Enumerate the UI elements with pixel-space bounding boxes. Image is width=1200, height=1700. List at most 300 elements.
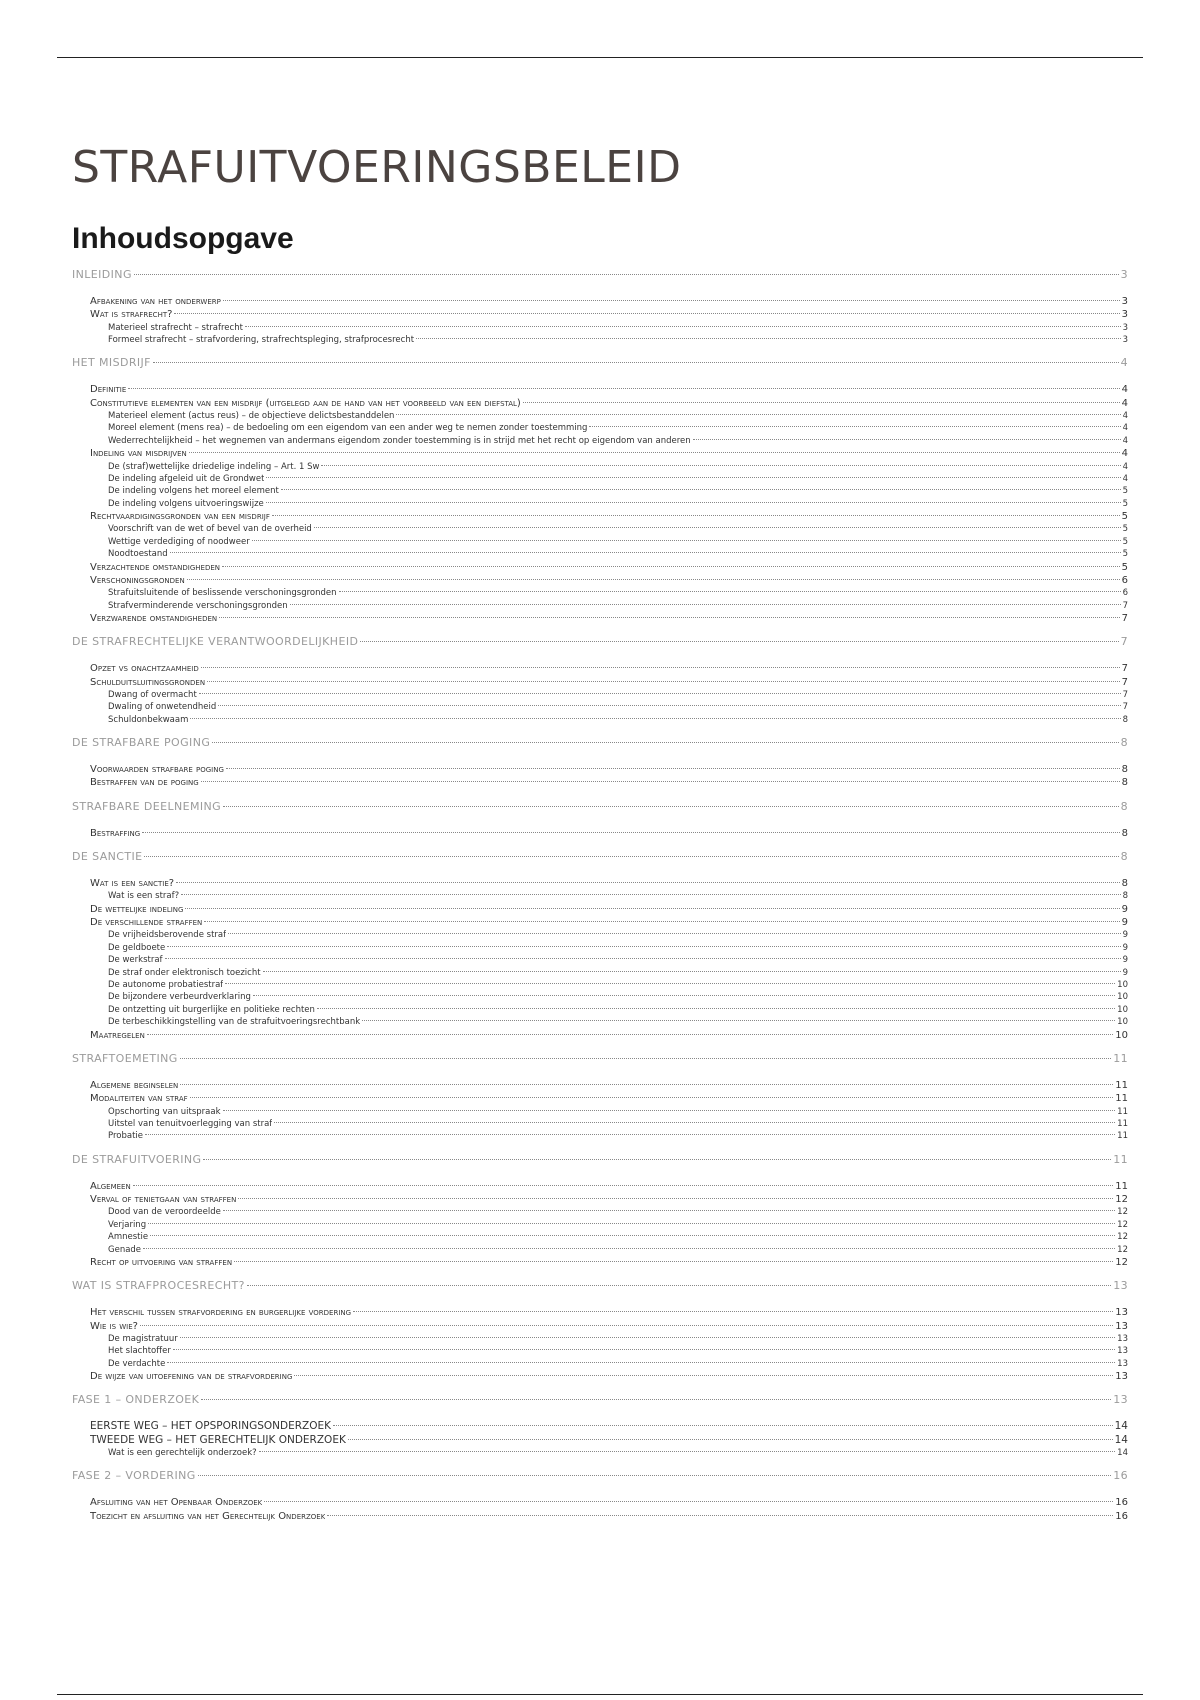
toc-entry-level-3[interactable] bbox=[72, 600, 1128, 612]
toc-entry-label: Genade bbox=[108, 1244, 142, 1255]
dot-leader bbox=[264, 1501, 1113, 1502]
toc-entry-label: Amnestie bbox=[108, 1232, 149, 1243]
dot-leader bbox=[144, 856, 1118, 857]
toc-entry-level-2[interactable] bbox=[72, 561, 1128, 574]
dot-leader bbox=[339, 591, 1121, 592]
toc-entry-page-number: 11 bbox=[1115, 1093, 1128, 1105]
dot-leader bbox=[180, 1058, 1112, 1059]
toc-entry-level-3[interactable] bbox=[72, 1231, 1128, 1243]
dot-leader bbox=[353, 1311, 1113, 1312]
toc-entry-level-2[interactable] bbox=[72, 662, 1128, 675]
toc-entry-level-1[interactable] bbox=[72, 800, 1128, 813]
toc-entry-page-number: 7 bbox=[1122, 600, 1128, 611]
toc-entry-label: Probatie bbox=[108, 1131, 144, 1142]
toc-entry-page-number: 11 bbox=[1115, 1180, 1128, 1192]
toc-entry-page-number: 9 bbox=[1121, 917, 1128, 929]
toc-entry-label: De wijze van uitoefening van de strafvordering bbox=[90, 1371, 293, 1383]
toc-entry-level-2[interactable] bbox=[72, 1092, 1128, 1105]
toc-entry-label: Noodtoestand bbox=[108, 549, 168, 560]
toc-entry-label: DE SANCTIE bbox=[72, 850, 143, 864]
toc-entry-level-2[interactable] bbox=[72, 1420, 1128, 1433]
toc-entry-level-3[interactable] bbox=[72, 954, 1128, 966]
toc-entry-page-number: 5 bbox=[1122, 536, 1128, 547]
toc-entry-label: TWEEDE WEG – HET GERECHTELIJK ONDERZOEK bbox=[90, 1433, 346, 1446]
toc-entry-page-number: 4 bbox=[1122, 411, 1128, 421]
toc-entry-level-3[interactable] bbox=[72, 1358, 1128, 1370]
toc-entry-page-number: 5 bbox=[1122, 498, 1128, 509]
dot-leader bbox=[223, 806, 1119, 807]
dot-leader bbox=[201, 781, 1120, 782]
dot-leader bbox=[238, 1198, 1113, 1199]
toc-entry-level-3[interactable] bbox=[72, 1004, 1128, 1016]
toc-entry-label: De vrijheidsberovende straf bbox=[108, 930, 227, 941]
toc-entry-label: Rechtvaardigingsgronden van een misdrijf bbox=[90, 511, 270, 523]
dot-leader bbox=[294, 1375, 1113, 1376]
toc-entry-level-3[interactable] bbox=[72, 890, 1128, 902]
toc-entry-page-number: 8 bbox=[1120, 850, 1128, 864]
dot-leader bbox=[207, 681, 1120, 682]
dot-leader bbox=[247, 1285, 1111, 1286]
toc-entry-level-2[interactable] bbox=[72, 1029, 1128, 1042]
toc-entry-label: Definitie bbox=[90, 384, 127, 396]
toc-entry-level-3[interactable] bbox=[72, 689, 1128, 701]
toc-entry-label: Opzet vs onachtzaamheid bbox=[90, 663, 199, 675]
dot-leader bbox=[189, 452, 1120, 453]
header-rule bbox=[57, 57, 1143, 58]
dot-leader bbox=[185, 908, 1119, 909]
toc-entry-label: Afbakening van het onderwerp bbox=[90, 296, 221, 307]
toc-entry-level-3[interactable] bbox=[72, 1345, 1128, 1357]
dot-leader bbox=[173, 1349, 1115, 1350]
toc-entry-page-number: 7 bbox=[1121, 676, 1128, 688]
toc-entry-page-number: 11 bbox=[1117, 1131, 1128, 1142]
dot-leader bbox=[266, 502, 1121, 503]
toc-entry-label: De (straf)wettelijke driedelige indeling – Art. 1 Sw bbox=[108, 461, 320, 472]
dot-leader bbox=[134, 274, 1119, 275]
toc-entry-page-number: 3 bbox=[1122, 322, 1128, 333]
toc-entry-label: Indeling van misdrijven bbox=[90, 448, 187, 460]
toc-entry-page-number: 3 bbox=[1120, 268, 1128, 281]
toc-entry-page-number: 12 bbox=[1117, 1232, 1128, 1243]
toc-entry-label: De bijzondere verbeurdverklaring bbox=[108, 992, 251, 1003]
dot-leader bbox=[321, 465, 1120, 466]
table-of-contents bbox=[72, 268, 1128, 1523]
toc-entry-label: Schulduitsluitingsgronden bbox=[90, 676, 206, 688]
toc-entry-level-3[interactable] bbox=[72, 1244, 1128, 1256]
toc-entry-page-number: 4 bbox=[1121, 397, 1128, 409]
toc-entry-level-2[interactable] bbox=[72, 1306, 1128, 1319]
dot-leader bbox=[170, 552, 1121, 553]
toc-entry-page-number: 14 bbox=[1114, 1433, 1128, 1446]
toc-entry-page-number: 11 bbox=[1113, 1152, 1128, 1166]
dot-leader bbox=[167, 946, 1120, 947]
toc-entry-label: DE STRAFUITVOERING bbox=[72, 1152, 202, 1166]
toc-entry-level-2[interactable] bbox=[72, 903, 1128, 916]
toc-entry-label: De indeling afgeleid uit de Grondwet bbox=[108, 473, 265, 484]
toc-entry-level-2[interactable] bbox=[72, 1193, 1128, 1206]
toc-entry-level-3[interactable] bbox=[72, 714, 1128, 726]
dot-leader bbox=[142, 832, 1119, 833]
toc-entry-level-3[interactable] bbox=[72, 701, 1128, 713]
dot-leader bbox=[362, 1020, 1115, 1021]
toc-entry-page-number: 7 bbox=[1121, 663, 1128, 675]
toc-entry-page-number: 4 bbox=[1122, 473, 1128, 484]
toc-entry-level-1[interactable] bbox=[72, 736, 1128, 749]
toc-entry-level-1[interactable] bbox=[72, 850, 1128, 863]
toc-entry-level-3[interactable] bbox=[72, 929, 1128, 941]
toc-entry-page-number: 8 bbox=[1122, 891, 1128, 902]
toc-entry-level-2[interactable] bbox=[72, 1370, 1128, 1383]
toc-entry-page-number: 13 bbox=[1115, 1320, 1128, 1332]
toc-entry-level-3[interactable] bbox=[72, 979, 1128, 991]
toc-entry-label: Dwang of overmacht bbox=[108, 689, 197, 700]
toc-entry-label: HET MISDRIJF bbox=[72, 356, 151, 370]
toc-entry-level-2[interactable] bbox=[72, 1079, 1128, 1092]
dot-leader bbox=[272, 515, 1120, 516]
toc-entry-level-2[interactable] bbox=[72, 612, 1128, 625]
toc-entry-page-number: 9 bbox=[1122, 930, 1128, 941]
dot-leader bbox=[203, 1159, 1111, 1160]
toc-entry-label: Het slachtoffer bbox=[108, 1346, 171, 1357]
toc-entry-page-number: 10 bbox=[1117, 992, 1128, 1003]
toc-entry-page-number: 9 bbox=[1122, 955, 1128, 966]
toc-entry-label: WAT IS STRAFPROCESRECHT? bbox=[72, 1279, 245, 1293]
toc-entry-level-3[interactable] bbox=[72, 991, 1128, 1003]
toc-entry-page-number: 8 bbox=[1120, 736, 1128, 750]
toc-entry-page-number: 9 bbox=[1122, 967, 1128, 978]
toc-entry-level-3[interactable] bbox=[72, 322, 1128, 334]
dot-leader bbox=[219, 617, 1119, 618]
dot-leader bbox=[174, 313, 1119, 314]
toc-entry-page-number: 4 bbox=[1120, 356, 1128, 370]
toc-entry-page-number: 8 bbox=[1120, 799, 1128, 813]
toc-entry-label: Wat is een gerechtelijk onderzoek? bbox=[108, 1447, 257, 1458]
toc-entry-level-2[interactable] bbox=[72, 763, 1128, 776]
dot-leader bbox=[180, 1084, 1113, 1085]
toc-entry-page-number: 10 bbox=[1115, 1029, 1128, 1041]
toc-entry-page-number: 5 bbox=[1122, 524, 1128, 535]
dot-leader bbox=[266, 477, 1120, 478]
dot-leader bbox=[180, 1337, 1115, 1338]
toc-entry-label: Bestraffing bbox=[90, 827, 141, 839]
toc-entry-level-3[interactable] bbox=[72, 498, 1128, 510]
toc-heading: Inhoudsopgave bbox=[72, 222, 294, 255]
toc-entry-label: De werkstraf bbox=[108, 955, 163, 966]
toc-entry-label: Verzachtende omstandigheden bbox=[90, 561, 221, 573]
toc-entry-page-number: 11 bbox=[1115, 1079, 1128, 1091]
toc-entry-level-2[interactable] bbox=[72, 295, 1128, 308]
toc-entry-page-number: 3 bbox=[1122, 335, 1128, 345]
toc-entry-level-3[interactable] bbox=[72, 587, 1128, 599]
toc-entry-level-2[interactable] bbox=[72, 1434, 1128, 1447]
toc-entry-label: De verschillende straffen bbox=[90, 917, 203, 929]
toc-entry-page-number: 12 bbox=[1115, 1194, 1128, 1206]
dot-leader bbox=[314, 527, 1121, 528]
toc-entry-level-3[interactable] bbox=[72, 461, 1128, 473]
toc-entry-level-3[interactable] bbox=[72, 942, 1128, 954]
toc-entry-label: De geldboete bbox=[108, 942, 166, 953]
toc-entry-page-number: 10 bbox=[1117, 979, 1128, 990]
toc-entry-label: Bestraffen van de poging bbox=[90, 777, 199, 789]
dot-leader bbox=[333, 1425, 1113, 1426]
toc-entry-label: EERSTE WEG – HET OPSPORINGSONDERZOEK bbox=[90, 1420, 331, 1433]
toc-entry-label: De verdachte bbox=[108, 1358, 166, 1369]
dot-leader bbox=[253, 995, 1115, 996]
toc-entry-label: Wat is strafrecht? bbox=[90, 309, 173, 321]
toc-entry-page-number: 12 bbox=[1117, 1244, 1128, 1255]
toc-entry-page-number: 6 bbox=[1121, 574, 1128, 586]
dot-leader bbox=[147, 1034, 1113, 1035]
toc-entry-level-2[interactable] bbox=[72, 776, 1128, 789]
toc-entry-page-number: 5 bbox=[1122, 549, 1128, 560]
toc-entry-label: Moreel element (mens rea) – de bedoeling om een eigendom van een ander weg te nemen zonder toestemming bbox=[108, 423, 588, 434]
toc-entry-level-2[interactable] bbox=[72, 397, 1128, 410]
toc-entry-page-number: 8 bbox=[1121, 827, 1128, 839]
dot-leader bbox=[348, 1439, 1113, 1440]
dot-leader bbox=[223, 1210, 1115, 1211]
toc-entry-label: Schuldonbekwaam bbox=[108, 714, 189, 725]
toc-entry-label: FASE 2 – VORDERING bbox=[72, 1469, 196, 1483]
toc-entry-page-number: 16 bbox=[1115, 1497, 1128, 1509]
dot-leader bbox=[204, 921, 1119, 922]
toc-entry-level-1[interactable] bbox=[72, 1279, 1128, 1292]
dot-leader bbox=[416, 338, 1121, 339]
toc-entry-level-3[interactable] bbox=[72, 1130, 1128, 1142]
toc-entry-page-number: 8 bbox=[1121, 777, 1128, 789]
toc-entry-label: Afsluiting van het Openbaar Onderzoek bbox=[90, 1497, 263, 1509]
dot-leader bbox=[589, 426, 1120, 427]
toc-entry-page-number: 8 bbox=[1121, 878, 1128, 890]
toc-entry-label: Verschoningsgronden bbox=[90, 574, 185, 586]
toc-entry-page-number: 5 bbox=[1122, 486, 1128, 497]
toc-entry-level-2[interactable] bbox=[72, 676, 1128, 689]
dot-leader bbox=[228, 933, 1120, 934]
toc-entry-page-number: 10 bbox=[1117, 1004, 1128, 1015]
toc-entry-label: Het verschil tussen strafvordering en burgerlijke vordering bbox=[90, 1307, 352, 1319]
toc-entry-page-number: 4 bbox=[1121, 384, 1128, 396]
toc-entry-level-1[interactable] bbox=[72, 635, 1128, 648]
toc-entry-level-2[interactable] bbox=[72, 916, 1128, 929]
toc-entry-page-number: 3 bbox=[1121, 309, 1128, 321]
toc-entry-label: DE STRAFBARE POGING bbox=[72, 736, 211, 750]
toc-entry-label: Wettige verdediging of noodweer bbox=[108, 536, 250, 547]
toc-entry-page-number: 7 bbox=[1120, 635, 1128, 649]
toc-entry-level-3[interactable] bbox=[72, 1118, 1128, 1130]
toc-entry-label: Opschorting van uitspraak bbox=[108, 1106, 221, 1117]
dot-leader bbox=[199, 693, 1121, 694]
toc-entry-page-number: 13 bbox=[1117, 1358, 1128, 1369]
toc-entry-level-3[interactable] bbox=[72, 334, 1128, 346]
dot-leader bbox=[222, 566, 1120, 567]
dot-leader bbox=[187, 579, 1120, 580]
toc-entry-label: STRAFBARE DEELNEMING bbox=[72, 799, 222, 813]
toc-entry-page-number: 4 bbox=[1122, 423, 1128, 434]
toc-entry-level-3[interactable] bbox=[72, 473, 1128, 485]
dot-leader bbox=[225, 983, 1115, 984]
toc-entry-level-3[interactable] bbox=[72, 1447, 1128, 1459]
dot-leader bbox=[201, 667, 1120, 668]
toc-entry-label: Wie is wie? bbox=[90, 1320, 138, 1332]
toc-entry-page-number: 11 bbox=[1117, 1106, 1128, 1117]
toc-entry-page-number: 13 bbox=[1113, 1279, 1128, 1293]
toc-entry-page-number: 3 bbox=[1121, 296, 1128, 307]
dot-leader bbox=[523, 402, 1120, 403]
footer-rule bbox=[57, 1694, 1143, 1695]
toc-entry-page-number: 12 bbox=[1115, 1256, 1128, 1268]
dot-leader bbox=[252, 540, 1121, 541]
toc-entry-page-number: 9 bbox=[1122, 942, 1128, 953]
toc-entry-level-2[interactable] bbox=[72, 1320, 1128, 1333]
toc-entry-level-2[interactable] bbox=[72, 1510, 1128, 1523]
dot-leader bbox=[167, 1362, 1115, 1363]
toc-entry-page-number: 8 bbox=[1122, 714, 1128, 725]
toc-entry-label: Recht op uitvoering van straffen bbox=[90, 1256, 233, 1268]
toc-entry-label: Uitstel van tenuitvoerlegging van straf bbox=[108, 1118, 273, 1129]
toc-entry-level-1[interactable] bbox=[72, 1052, 1128, 1065]
toc-entry-page-number: 13 bbox=[1115, 1371, 1128, 1383]
dot-leader bbox=[290, 604, 1121, 605]
dot-leader bbox=[223, 1110, 1116, 1111]
document-title: STRAFUITVOERINGSBELEID bbox=[72, 142, 682, 193]
dot-leader bbox=[281, 489, 1121, 490]
toc-entry-level-3[interactable] bbox=[72, 1106, 1128, 1118]
toc-entry-label: Verzwarende omstandigheden bbox=[90, 613, 218, 625]
dot-leader bbox=[190, 718, 1120, 719]
toc-entry-label: DE STRAFRECHTELIJKE VERANTWOORDELIJKHEID bbox=[72, 635, 359, 649]
dot-leader bbox=[133, 1185, 1114, 1186]
toc-entry-page-number: 5 bbox=[1121, 561, 1128, 573]
dot-leader bbox=[143, 1248, 1115, 1249]
dot-leader bbox=[234, 1261, 1113, 1262]
toc-entry-level-3[interactable] bbox=[72, 410, 1128, 422]
toc-entry-page-number: 13 bbox=[1113, 1393, 1128, 1407]
dot-leader bbox=[176, 882, 1120, 883]
dot-leader bbox=[145, 1134, 1115, 1135]
toc-entry-label: Maatregelen bbox=[90, 1029, 145, 1041]
toc-entry-page-number: 14 bbox=[1117, 1447, 1128, 1458]
toc-entry-page-number: 13 bbox=[1115, 1307, 1128, 1319]
toc-entry-label: STRAFTOEMETING bbox=[72, 1051, 178, 1065]
dot-leader bbox=[212, 742, 1118, 743]
toc-entry-level-3[interactable] bbox=[72, 1016, 1128, 1028]
toc-entry-label: Constitutieve elementen van een misdrijf (uitgelegd aan de hand van het voorbeeld van een diefstal) bbox=[90, 397, 521, 409]
toc-entry-level-2[interactable] bbox=[72, 877, 1128, 890]
toc-entry-level-3[interactable] bbox=[72, 548, 1128, 560]
dot-leader bbox=[360, 641, 1118, 642]
toc-entry-level-1[interactable] bbox=[72, 1393, 1128, 1406]
dot-leader bbox=[259, 1451, 1116, 1452]
dot-leader bbox=[165, 958, 1121, 959]
toc-entry-label: Strafverminderende verschoningsgronden bbox=[108, 600, 288, 611]
toc-entry-label: De straf onder elektronisch toezicht bbox=[108, 967, 261, 978]
dot-leader bbox=[317, 1008, 1115, 1009]
toc-entry-level-3[interactable] bbox=[72, 1333, 1128, 1345]
toc-entry-level-3[interactable] bbox=[72, 422, 1128, 434]
toc-entry-level-1[interactable] bbox=[72, 1153, 1128, 1166]
toc-entry-label: Materieel element (actus reus) – de objectieve delictsbestanddelen bbox=[108, 411, 395, 421]
toc-entry-label: De autonome probatiestraf bbox=[108, 979, 224, 990]
toc-entry-label: Formeel strafrecht – strafvordering, strafrechtspleging, strafprocesrecht bbox=[108, 335, 415, 345]
toc-entry-level-2[interactable] bbox=[72, 1180, 1128, 1193]
toc-entry-page-number: 7 bbox=[1122, 702, 1128, 713]
toc-entry-level-1[interactable] bbox=[72, 356, 1128, 369]
toc-entry-level-2[interactable] bbox=[72, 308, 1128, 321]
toc-entry-page-number: 13 bbox=[1117, 1346, 1128, 1357]
toc-entry-level-3[interactable] bbox=[72, 536, 1128, 548]
toc-entry-page-number: 7 bbox=[1122, 689, 1128, 700]
toc-entry-label: INLEIDING bbox=[72, 268, 132, 281]
toc-entry-label: Dood van de veroordeelde bbox=[108, 1207, 221, 1218]
toc-entry-label: Strafuitsluitende of beslissende verschoningsgronden bbox=[108, 588, 337, 599]
dot-leader bbox=[693, 439, 1121, 440]
dot-leader bbox=[396, 414, 1120, 415]
toc-entry-page-number: 16 bbox=[1115, 1510, 1128, 1522]
dot-leader bbox=[148, 1223, 1115, 1224]
toc-entry-page-number: 4 bbox=[1122, 435, 1128, 446]
dot-leader bbox=[190, 1097, 1114, 1098]
toc-entry-level-2[interactable] bbox=[72, 827, 1128, 840]
toc-entry-level-3[interactable] bbox=[72, 967, 1128, 979]
toc-entry-level-3[interactable] bbox=[72, 485, 1128, 497]
toc-entry-label: Modaliteiten van straf bbox=[90, 1093, 188, 1105]
toc-entry-level-2[interactable] bbox=[72, 510, 1128, 523]
toc-entry-page-number: 12 bbox=[1117, 1207, 1128, 1218]
toc-entry-level-2[interactable] bbox=[72, 447, 1128, 460]
toc-entry-level-2[interactable] bbox=[72, 383, 1128, 396]
toc-entry-level-3[interactable] bbox=[72, 1206, 1128, 1218]
toc-entry-page-number: 13 bbox=[1117, 1333, 1128, 1344]
dot-leader bbox=[201, 1399, 1111, 1400]
toc-entry-label: De indeling volgens uitvoeringswijze bbox=[108, 498, 264, 509]
toc-entry-label: Verval of tenietgaan van straffen bbox=[90, 1194, 237, 1206]
toc-entry-label: Dwaling of onwetendheid bbox=[108, 702, 217, 713]
toc-entry-level-2[interactable] bbox=[72, 1496, 1128, 1509]
toc-entry-label: De indeling volgens het moreel element bbox=[108, 486, 279, 497]
toc-entry-page-number: 12 bbox=[1117, 1219, 1128, 1230]
toc-entry-label: Wat is een sanctie? bbox=[90, 878, 175, 890]
toc-entry-label: De magistratuur bbox=[108, 1333, 178, 1344]
toc-entry-page-number: 10 bbox=[1117, 1017, 1128, 1028]
toc-entry-label: Toezicht en afsluiting van het Gerechtelijk Onderzoek bbox=[90, 1510, 326, 1522]
toc-entry-page-number: 5 bbox=[1121, 511, 1128, 523]
toc-entry-page-number: 8 bbox=[1121, 764, 1128, 776]
toc-entry-level-2[interactable] bbox=[72, 574, 1128, 587]
dot-leader bbox=[198, 1475, 1112, 1476]
dot-leader bbox=[263, 971, 1121, 972]
toc-entry-level-3[interactable] bbox=[72, 523, 1128, 535]
toc-entry-label: De terbeschikkingstelling van de strafuitvoeringsrechtbank bbox=[108, 1017, 361, 1028]
toc-entry-page-number: 6 bbox=[1122, 588, 1128, 599]
toc-entry-level-3[interactable] bbox=[72, 435, 1128, 447]
dot-leader bbox=[327, 1515, 1113, 1516]
toc-entry-page-number: 4 bbox=[1122, 461, 1128, 472]
toc-entry-label: Voorwaarden strafbare poging bbox=[90, 764, 224, 776]
toc-entry-page-number: 7 bbox=[1121, 613, 1128, 625]
dot-leader bbox=[245, 326, 1121, 327]
dot-leader bbox=[223, 300, 1120, 301]
toc-entry-level-2[interactable] bbox=[72, 1256, 1128, 1269]
toc-entry-label: Voorschrift van de wet of bevel van de overheid bbox=[108, 524, 312, 535]
toc-entry-level-1[interactable] bbox=[72, 268, 1128, 281]
toc-entry-label: De ontzetting uit burgerlijke en politieke rechten bbox=[108, 1004, 315, 1015]
toc-entry-label: Algemeen bbox=[90, 1180, 131, 1192]
toc-entry-page-number: 4 bbox=[1121, 448, 1128, 460]
toc-entry-label: Algemene beginselen bbox=[90, 1079, 179, 1091]
toc-entry-page-number: 9 bbox=[1121, 903, 1128, 915]
toc-entry-level-3[interactable] bbox=[72, 1219, 1128, 1231]
toc-entry-level-1[interactable] bbox=[72, 1469, 1128, 1482]
toc-entry-page-number: 16 bbox=[1113, 1469, 1128, 1483]
